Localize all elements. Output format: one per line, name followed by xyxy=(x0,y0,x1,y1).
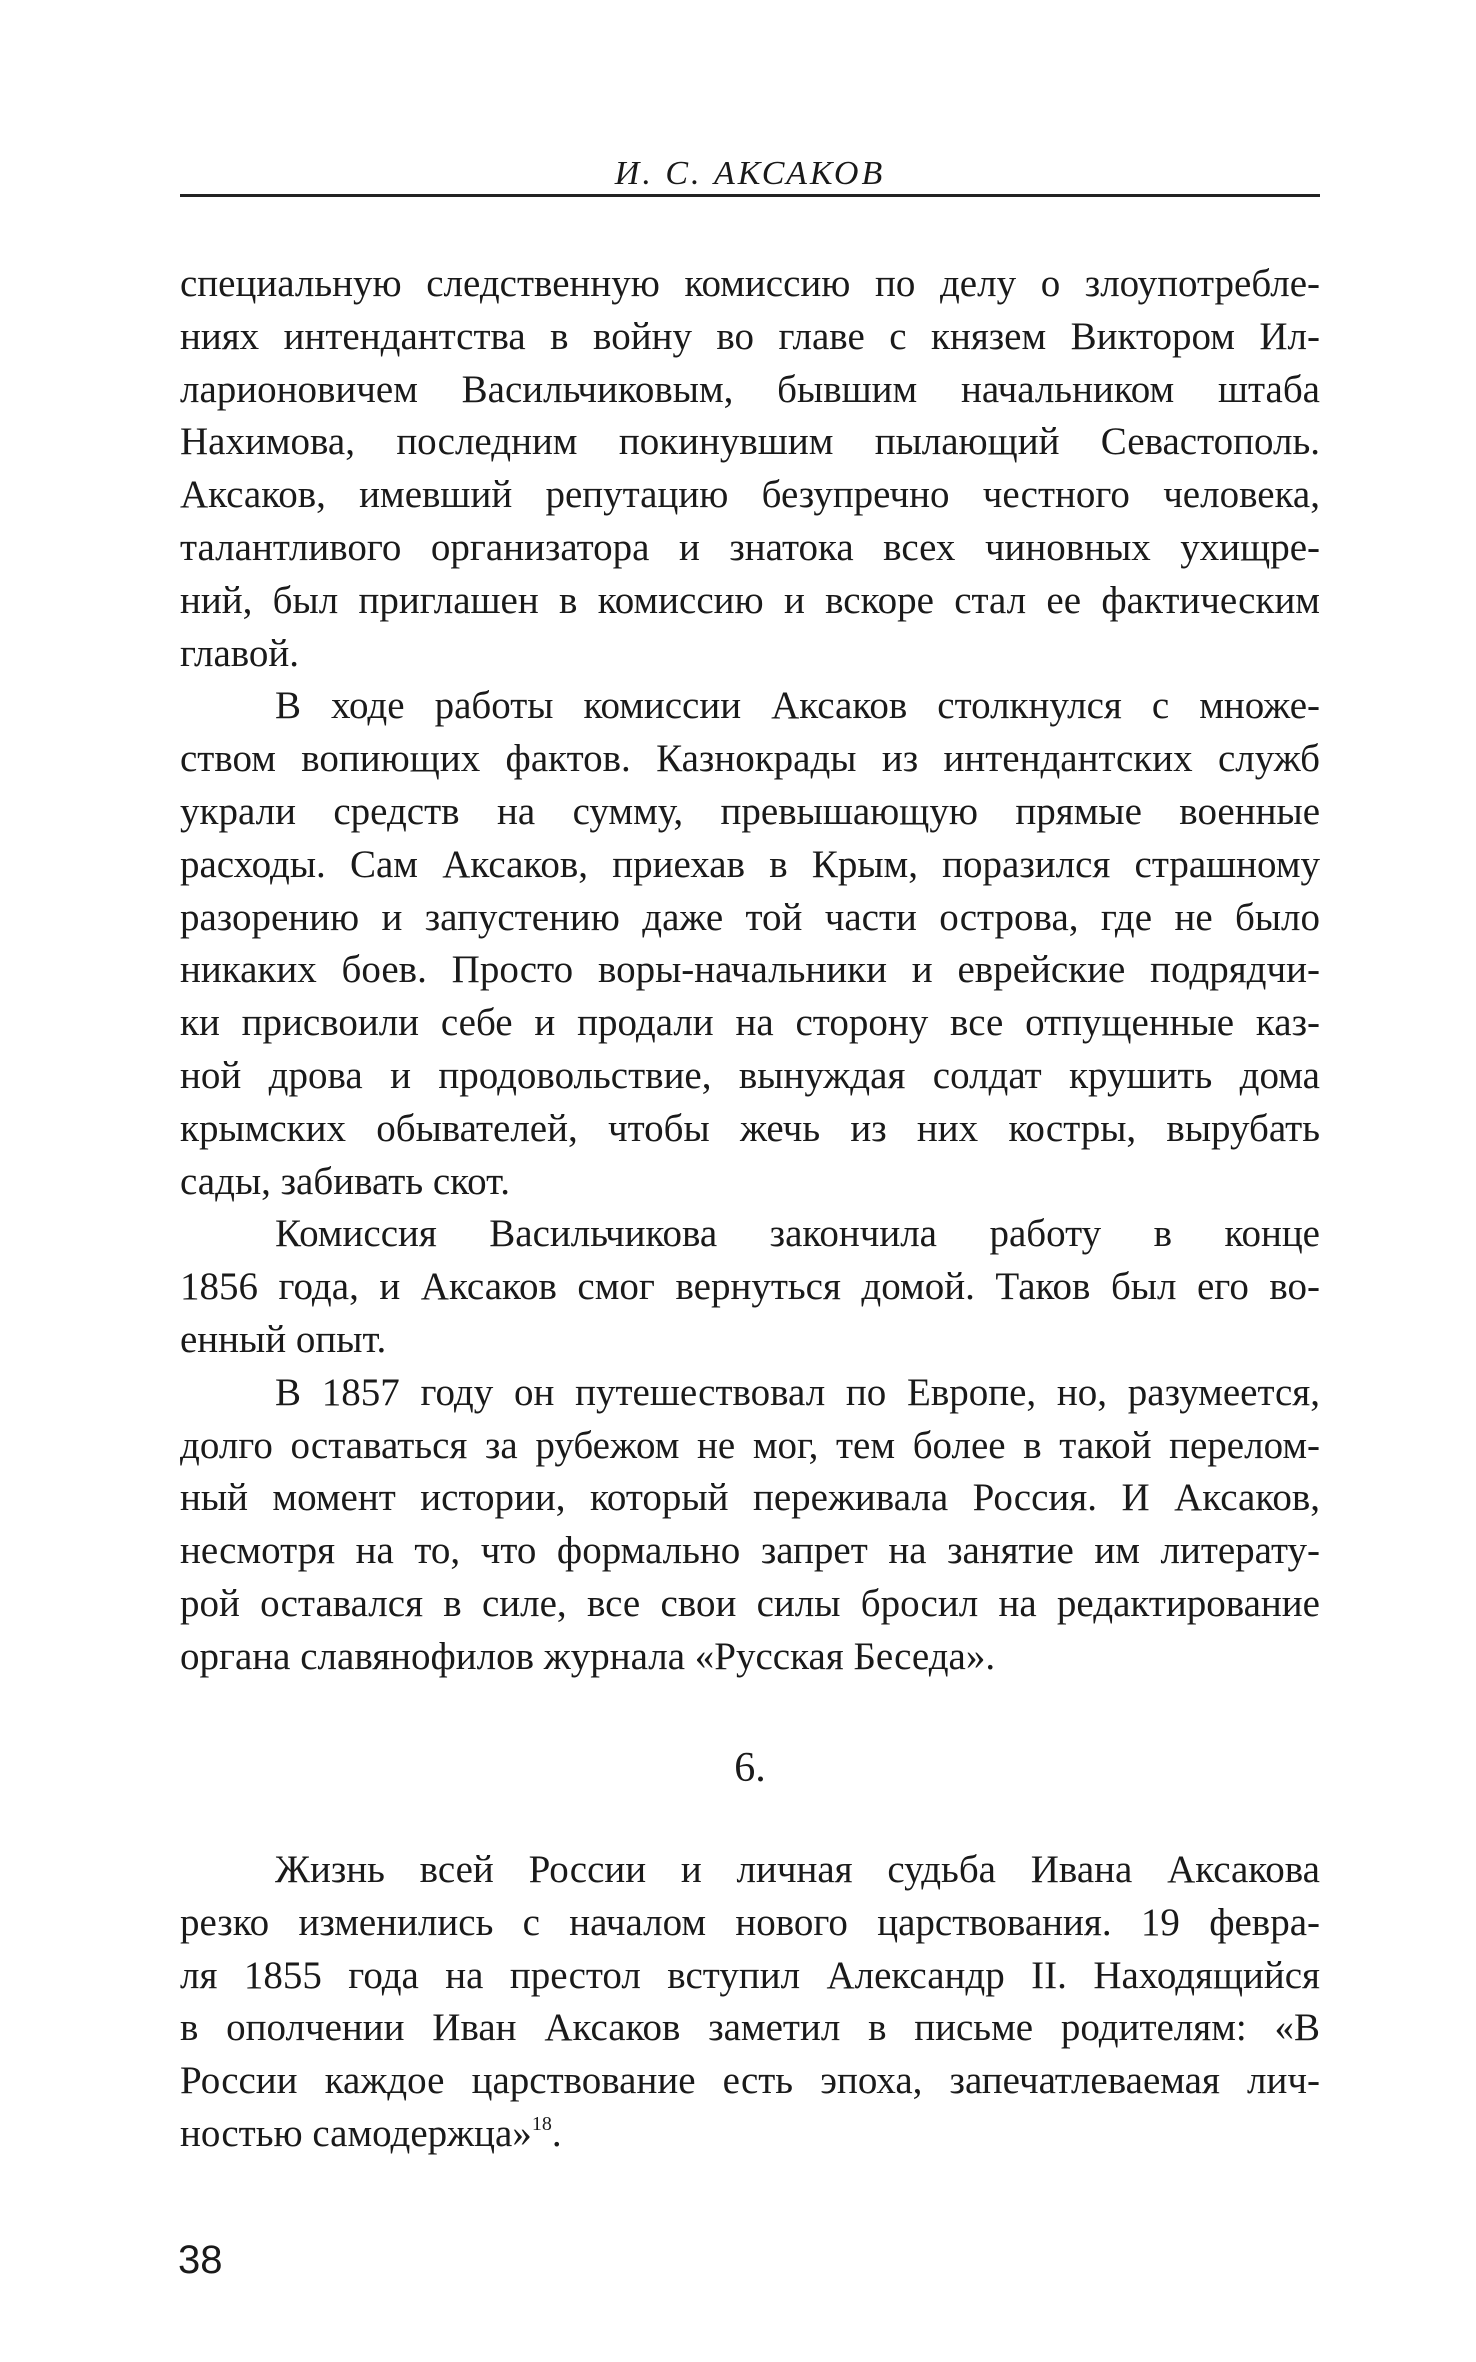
text-line: Жизнь всей России и личная судьба Ивана Аксакова xyxy=(275,1848,1320,1891)
text-line: ниях интендантства в войну во главе с князем Виктором Ил- xyxy=(180,314,1320,358)
text-line: главой. xyxy=(180,631,300,675)
text-line: специальную следственную комиссию по делу о злоупотребле- xyxy=(180,262,1320,305)
text-line: Комиссия Васильчикова закончила работу в конце xyxy=(275,1212,1320,1256)
text-line: органа славянофилов журнала «Русская Беседа». xyxy=(180,1634,996,1678)
text-line: несмотря на то, что формально запрет на занятие им литерату- xyxy=(180,1529,1320,1573)
body-text xyxy=(180,258,1320,1684)
text-line: резко изменились с началом нового царствования. 19 февра- xyxy=(180,1900,1320,1944)
text-line: ки присвоили себе и продали на сторону все отпущенные каз- xyxy=(180,1001,1320,1045)
running-header-title: И. С. АКСАКОВ xyxy=(614,155,886,192)
text-line: расходы. Сам Аксаков, приехав в Крым, поразился страшному xyxy=(180,842,1320,886)
footnote-reference[interactable]: 18 xyxy=(531,2112,552,2135)
text-line: России каждое царствование есть эпоха, запечатлеваемая лич- xyxy=(180,2059,1320,2103)
text-line: крымских обывателей, чтобы жечь из них костры, вырубать xyxy=(180,1106,1320,1150)
section-body-text xyxy=(180,1844,1320,2161)
section-number: 6. xyxy=(734,1745,766,1791)
text-line: талантливого организатора и знатока всех чиновных ухищре- xyxy=(180,525,1320,569)
text-fragment: . xyxy=(551,2111,562,2155)
text-line: ный момент истории, который переживала Россия. И Аксаков, xyxy=(180,1476,1320,1520)
text-line: рой оставался в силе, все свои силы бросил на редактирование xyxy=(180,1581,1320,1625)
text-line: ством вопиющих фактов. Казнокрады из интендантских служб xyxy=(180,737,1320,781)
text-line: В ходе работы комиссии Аксаков столкнулся с множе- xyxy=(275,684,1320,728)
text-line: ля 1855 года на престол вступил Александр II. Находящийся xyxy=(180,1953,1320,1997)
page-number: 38 xyxy=(178,2238,223,2282)
text-line: енный опыт. xyxy=(180,1317,387,1361)
text-line: украли средств на сумму, превышающую прямые военные xyxy=(180,789,1320,833)
text-line: сады, забивать скот. xyxy=(180,1159,510,1203)
text-line: Нахимова, последним покинувшим пылающий Севастополь. xyxy=(180,420,1320,464)
text-line: В 1857 году он путешествовал по Европе, но, разумеется, xyxy=(275,1370,1320,1414)
text-line: в ополчении Иван Аксаков заметил в письме родителям: «В xyxy=(180,2006,1320,2050)
text-line: никаких боев. Просто воры-начальники и еврейские подрядчи- xyxy=(180,948,1320,992)
text-line: разорению и запустению даже той части острова, где не было xyxy=(180,895,1320,939)
text-line: ний, был приглашен в комиссию и вскоре стал ее фактическим xyxy=(180,578,1320,622)
text-fragment: ностью самодержца» xyxy=(180,2111,532,2155)
text-line: ной дрова и продовольствие, вынуждая солдат крушить дома xyxy=(180,1053,1320,1097)
header-rule xyxy=(180,194,1320,197)
text-line: долго оставаться за рубежом не мог, тем более в такой перелом- xyxy=(180,1423,1320,1467)
text-line: ларионовичем Васильчиковым, бывшим начальником штаба xyxy=(180,367,1320,411)
text-line-with-footnote xyxy=(180,2108,1320,2161)
text-line: 1856 года, и Аксаков смог вернуться домой. Таков был его во- xyxy=(180,1265,1320,1309)
text-line: Аксаков, имевший репутацию безупречно честного человека, xyxy=(180,473,1320,517)
